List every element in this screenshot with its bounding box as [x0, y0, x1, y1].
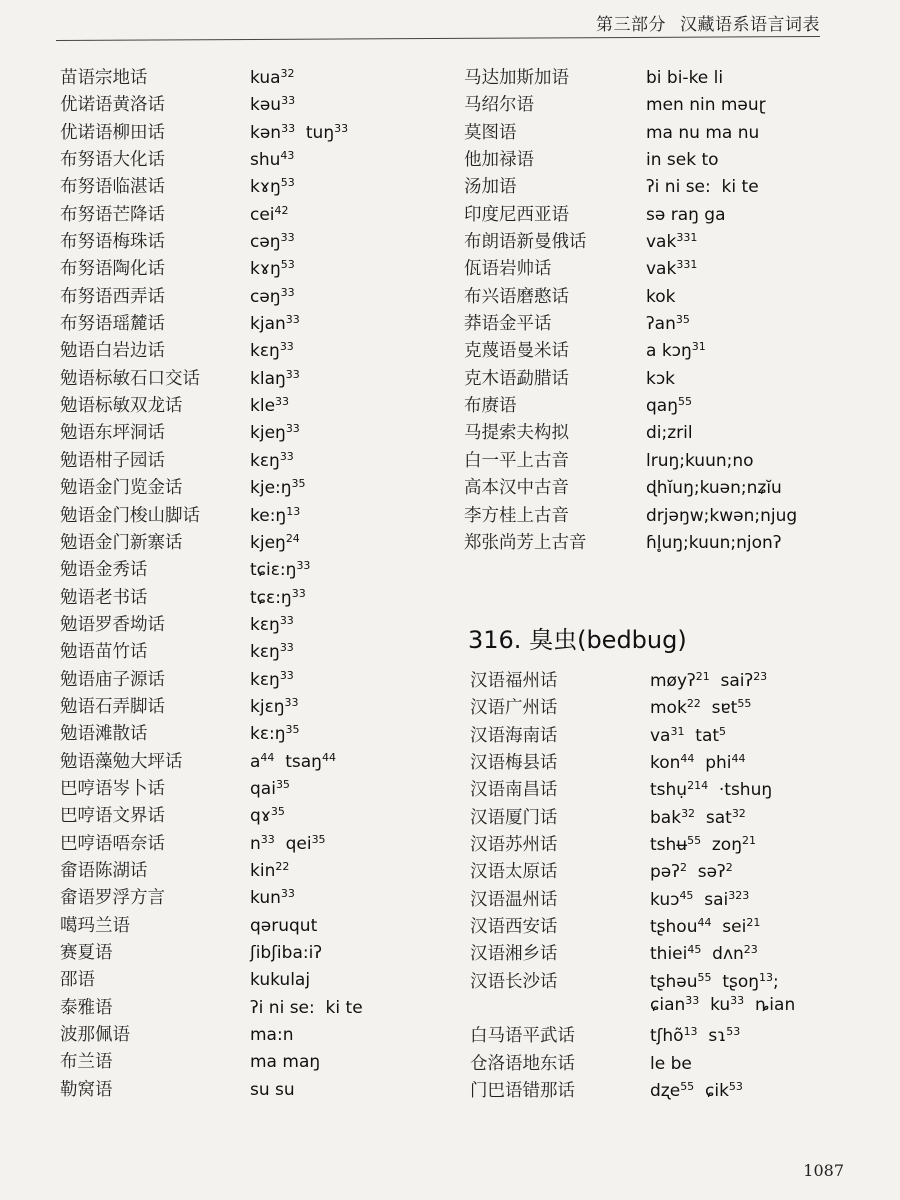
word-form: kɛŋ$^{33}$	[250, 613, 294, 635]
entry-row	[60, 556, 460, 583]
language-name: 勒窝语	[60, 1079, 113, 1100]
entry-row	[464, 447, 864, 474]
running-header	[596, 10, 820, 35]
language-name: 勉语滩散话	[60, 724, 148, 745]
language-name: 门巴语错那话	[470, 1081, 575, 1102]
entry-row	[60, 912, 460, 939]
entry-row	[60, 201, 460, 228]
word-form: møyʔ$^{21}$ saiʔ$^{23}$	[650, 670, 768, 691]
language-name: 马绍尔语	[464, 95, 534, 116]
word-form: ma:n	[250, 1025, 294, 1046]
language-name: 泰雅语	[60, 997, 113, 1018]
entry-row	[60, 419, 460, 446]
word-form: sə raŋ ga	[646, 204, 726, 225]
word-form: thiei$^{45}$ dʌn$^{23}$	[650, 943, 758, 965]
word-form: bi bi-ke li	[646, 68, 724, 88]
language-name: 布努语大化话	[60, 150, 165, 171]
word-form: ʔan$^{35}$	[646, 313, 690, 335]
entry-row	[464, 310, 864, 337]
entry-row	[464, 173, 864, 200]
language-name: 巴哼语文界话	[60, 806, 165, 827]
word-form: tshʉ$^{55}$ zoŋ$^{21}$	[650, 834, 756, 856]
entry-row	[60, 748, 460, 775]
language-name: 布努语西弄话	[60, 286, 165, 307]
language-name: 莫图语	[464, 122, 517, 143]
word-form: kəu$^{33}$	[250, 94, 296, 116]
word-form: mok$^{22}$ sɐt$^{55}$	[650, 697, 752, 719]
entry-row	[60, 775, 460, 802]
word-form: qaŋ$^{55}$	[646, 395, 692, 417]
entry-row	[470, 968, 795, 995]
entry-row	[60, 502, 460, 529]
language-name: 汉语长沙话	[470, 971, 558, 992]
word-form: $kje:ŋ^{35}$	[250, 477, 306, 499]
word-form: $a^{44}$ tsaŋ$^{44}$	[250, 750, 336, 772]
header-rule	[56, 36, 820, 41]
language-name: 莽语金平话	[464, 314, 552, 335]
language-name: 郑张尚芳上古音	[464, 532, 587, 553]
language-name: 勉语石弄脚话	[60, 696, 165, 717]
entry-row	[464, 64, 864, 91]
word-form: kua$^{32}$	[250, 67, 295, 88]
entry-row	[464, 91, 864, 118]
language-name: 布兰语	[60, 1052, 113, 1073]
word-form: tshụ$^{214}$ ·tshuŋ	[650, 779, 773, 801]
language-name: 李方桂上古音	[464, 505, 569, 526]
entry-row	[470, 1022, 795, 1049]
entry-row	[464, 146, 864, 173]
word-form: qɤ$^{35}$	[250, 805, 285, 827]
entry-row	[60, 365, 460, 392]
word-form: cəŋ$^{33}$	[250, 231, 295, 253]
entry-row	[60, 173, 460, 200]
entry-row	[60, 857, 460, 884]
word-form: tʂhəu$^{55}$ tʂoŋ$^{13}$;	[650, 970, 779, 992]
language-name: 马提索夫构拟	[464, 423, 569, 444]
entry-row	[464, 255, 864, 282]
entry-row	[60, 1021, 460, 1048]
section-heading	[468, 620, 687, 655]
language-name: 汉语福州话	[470, 671, 558, 691]
language-name: 勉语标敏石口交话	[60, 368, 200, 389]
entry-row	[60, 310, 460, 337]
word-form: pəʔ$^2$ səʔ$^2$	[650, 861, 733, 883]
language-name: 汤加语	[464, 177, 517, 198]
language-name: 布朗语新曼俄话	[464, 232, 587, 253]
entry-row	[60, 994, 460, 1021]
language-name: 勉语金门览金话	[60, 478, 183, 499]
language-name: 汉语湘乡话	[470, 944, 558, 965]
language-name: 布努语瑶麓话	[60, 314, 165, 335]
entry-row	[464, 502, 864, 529]
entry-row	[60, 693, 460, 720]
entry-row	[464, 283, 864, 310]
word-form: bak$^{32}$ sat$^{32}$	[650, 806, 746, 828]
section-title-text: 臭虫(bedbug)	[529, 626, 687, 654]
word-form: kjan$^{33}$	[250, 313, 300, 335]
language-name: 印度尼西亚语	[464, 204, 569, 225]
word-form: kuɔ$^{45}$ sai$^{323}$	[650, 888, 750, 910]
entry-row	[470, 694, 795, 721]
section-number: 316.	[468, 626, 522, 654]
language-name: 赛夏语	[60, 943, 113, 963]
entry-row	[470, 667, 795, 694]
language-name: 汉语西安话	[470, 917, 558, 938]
word-form: qai$^{35}$	[250, 777, 290, 799]
entry-row	[470, 722, 795, 749]
entry-row	[464, 201, 864, 228]
word-form: kjɛŋ$^{33}$	[250, 695, 299, 717]
language-name: 勉语白岩边话	[60, 341, 165, 362]
word-form: ʔi ni se: ki te	[250, 997, 363, 1018]
language-name: 汉语广州话	[470, 698, 558, 719]
word-form: qəruqut	[250, 915, 318, 936]
right-column	[464, 64, 864, 556]
language-name: 勉语藻勉大坪话	[60, 751, 183, 772]
entry-row	[60, 146, 460, 173]
language-name: 噶玛兰语	[60, 915, 130, 936]
entry-row	[60, 584, 460, 611]
word-form: kɤŋ$^{53}$	[250, 258, 295, 280]
word-form: $kɛ:ŋ^{35}$	[250, 723, 300, 745]
entry-row	[60, 119, 460, 146]
word-form: kɛŋ$^{33}$	[250, 340, 294, 362]
word-form: tʃhõ$^{13}$ sɿ$^{53}$	[650, 1025, 741, 1047]
entry-row	[60, 666, 460, 693]
entry-row	[470, 858, 795, 885]
entry-row	[60, 884, 460, 911]
section-entries	[470, 667, 795, 1105]
language-name: 巴哼语岑卜话	[60, 778, 165, 799]
entry-row	[60, 91, 460, 118]
language-name: 布努语陶化话	[60, 259, 165, 280]
entry-row	[470, 1050, 795, 1077]
language-name: 佤语岩帅话	[464, 259, 552, 280]
word-form: dʐe$^{55}$ ɕik$^{53}$	[650, 1080, 743, 1102]
language-name: 勉语庙子源话	[60, 669, 165, 690]
entry-row	[60, 529, 460, 556]
entry-row	[60, 474, 460, 501]
word-form: di;zril	[646, 423, 693, 444]
word-form: shu$^{43}$	[250, 149, 295, 171]
word-form: lruŋ;kuun;no	[646, 450, 754, 471]
word-form: cəŋ$^{33}$	[250, 285, 295, 307]
word-form: kɛŋ$^{33}$	[250, 641, 294, 663]
word-form: kjeŋ$^{24}$	[250, 531, 300, 553]
language-name: 马达加斯加语	[464, 68, 569, 88]
word-form: ʃibʃiba:iʔ	[250, 943, 322, 963]
word-form: $va^{31}$ tat$^5$	[650, 724, 727, 746]
entry-row	[60, 228, 460, 255]
word-form: kɛŋ$^{33}$	[250, 449, 294, 471]
entry-row	[470, 804, 795, 831]
language-name: 克木语勐腊话	[464, 368, 569, 389]
word-form: kɔk	[646, 368, 676, 389]
language-name: 高本汉中古音	[464, 478, 569, 499]
language-name: 波那佩语	[60, 1025, 130, 1046]
word-form: kle$^{33}$	[250, 395, 290, 417]
entry-row	[470, 886, 795, 913]
word-form: a kɔŋ$^{31}$	[646, 340, 706, 362]
language-name: 勉语罗香坳话	[60, 614, 165, 635]
word-form: kok	[646, 286, 676, 307]
entry-row	[60, 64, 460, 91]
word-form: in sek to	[646, 150, 719, 171]
entry-row	[464, 228, 864, 255]
entry-row	[470, 1077, 795, 1104]
language-name: 汉语温州话	[470, 889, 558, 910]
language-name: 布赓语	[464, 396, 517, 417]
word-form: ʔi ni se: ki te	[646, 177, 759, 198]
word-form: $tɕɛ:ŋ^{33}$	[250, 586, 306, 608]
word-form: men nin məuɽ	[646, 95, 766, 116]
language-name: 勉语金门新寨话	[60, 532, 183, 553]
language-name: 勉语老书话	[60, 587, 148, 608]
word-form: ma nu ma nu	[646, 122, 760, 143]
header-part: 第三部分	[596, 15, 666, 35]
language-name: 他加禄语	[464, 150, 534, 171]
entry-row	[60, 830, 460, 857]
entry-row	[470, 940, 795, 967]
entry-row	[60, 255, 460, 282]
entry-row	[464, 337, 864, 364]
word-form: cei$^{42}$	[250, 203, 289, 225]
language-name: 汉语厦门话	[470, 807, 558, 828]
entry-row	[464, 365, 864, 392]
language-name: 布兴语磨憨话	[464, 286, 569, 307]
word-form: le be	[650, 1053, 692, 1074]
word-form: $n^{33}$ qei$^{35}$	[250, 832, 326, 854]
language-name: 勉语柑子园话	[60, 450, 165, 471]
language-name: 克蔑语曼米话	[464, 341, 569, 362]
word-form: tʂhou$^{44}$ sei$^{21}$	[650, 916, 761, 938]
entry-row	[60, 939, 460, 966]
entry-row	[60, 1076, 460, 1103]
word-form: kən$^{33}$ tuŋ$^{33}$	[250, 121, 349, 143]
language-name: 勉语标敏双龙话	[60, 396, 183, 417]
language-name: 布努语梅珠话	[60, 232, 165, 253]
word-form: kon$^{44}$ phi$^{44}$	[650, 752, 746, 774]
language-name: 勉语金秀话	[60, 560, 148, 581]
language-name: 勉语金门梭山脚话	[60, 505, 200, 526]
left-column	[60, 64, 460, 1103]
entry-row	[464, 119, 864, 146]
entry-row	[470, 831, 795, 858]
entry-row	[464, 392, 864, 419]
language-name: 邵语	[60, 970, 95, 991]
word-form: $ke:ŋ^{13}$	[250, 504, 301, 526]
entry-row	[60, 720, 460, 747]
entry-row	[470, 913, 795, 940]
entry-row	[60, 447, 460, 474]
word-form: klaŋ$^{33}$	[250, 367, 300, 389]
page-number: 1087	[803, 1161, 844, 1180]
word-form: $tɕiɛ:ŋ^{33}$	[250, 559, 311, 581]
language-name: 汉语苏州话	[470, 835, 558, 856]
entry-row	[464, 419, 864, 446]
entry-row	[470, 776, 795, 803]
word-form: vak$^{331}$	[646, 258, 698, 280]
language-name: 畲语罗浮方言	[60, 888, 165, 909]
language-name: 苗语宗地话	[60, 68, 148, 88]
language-name: 汉语南昌话	[470, 780, 558, 801]
language-name: 布努语临湛话	[60, 177, 165, 198]
word-form: su su	[250, 1079, 295, 1100]
language-name: 优诺语黄洛话	[60, 95, 165, 116]
language-name: 勉语苗竹话	[60, 642, 148, 663]
entry-row	[60, 283, 460, 310]
word-form: ɕian$^{33}$ $ku^{33}$ ȵian	[650, 994, 796, 1016]
word-form: ma maŋ	[250, 1052, 321, 1073]
language-name: 汉语海南话	[470, 725, 558, 746]
word-form: kun$^{33}$	[250, 887, 295, 909]
language-name: 勉语东坪洞话	[60, 423, 165, 444]
entry-row	[60, 392, 460, 419]
word-form: kukulaj	[250, 970, 311, 991]
language-name: 畲语陈湖话	[60, 860, 148, 881]
entry-row	[60, 337, 460, 364]
entry-row	[464, 529, 864, 556]
entry-row	[60, 611, 460, 638]
entry-row	[470, 995, 795, 1022]
language-name: 汉语梅县话	[470, 753, 558, 774]
language-name: 巴哼语唔奈话	[60, 833, 165, 854]
entry-row	[60, 638, 460, 665]
word-form: vak$^{331}$	[646, 231, 698, 253]
language-name: 白一平上古音	[464, 450, 569, 471]
language-name: 汉语太原话	[470, 862, 558, 883]
language-name: 白马语平武话	[470, 1026, 575, 1047]
language-name: 仓洛语地东话	[470, 1053, 575, 1074]
word-form: kɤŋ$^{53}$	[250, 176, 295, 198]
word-form: kin$^{22}$	[250, 859, 290, 881]
language-name: 布努语芒降话	[60, 204, 165, 225]
entry-row	[60, 1048, 460, 1075]
language-name: 优诺语柳田话	[60, 122, 165, 143]
word-form: kɛŋ$^{33}$	[250, 668, 294, 690]
entry-row	[60, 966, 460, 993]
entry-row	[470, 749, 795, 776]
entry-row	[464, 474, 864, 501]
word-form: kjeŋ$^{33}$	[250, 422, 300, 444]
header-title: 汉藏语系语言词表	[680, 15, 820, 35]
word-form: ɖhĭuŋ;kuən;nʑĭu	[646, 478, 782, 499]
word-form: drjəŋw;kwən;njug	[646, 505, 798, 526]
word-form: ɦl̥uŋ;kuun;njonʔ	[646, 532, 782, 553]
entry-row	[60, 802, 460, 829]
